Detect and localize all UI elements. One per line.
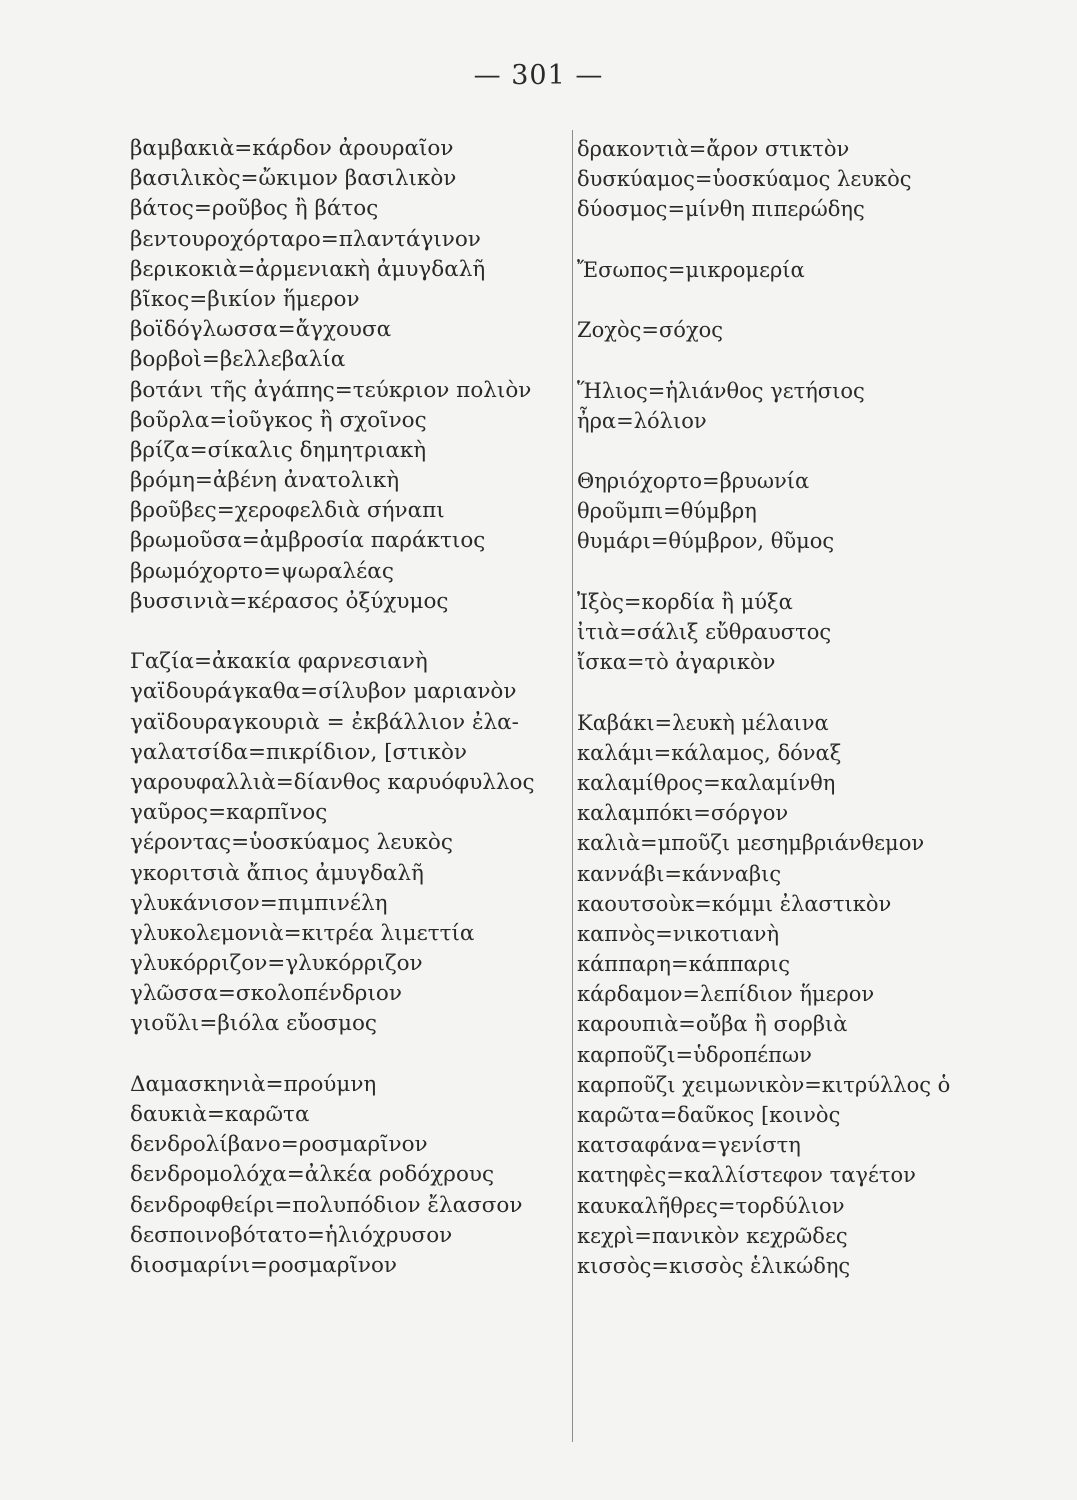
- glossary-entry-left: γλυκολεμονιὰ=κιτρέα λιμεττία: [130, 920, 475, 946]
- glossary-entry-left: βῖκος=βικίον ἥμερον: [130, 286, 360, 312]
- glossary-entry-right: κεχρὶ=πανικὸν κεχρῶδες: [577, 1223, 848, 1248]
- glossary-entry-right: κάππαρη=κάππαρις: [577, 952, 791, 977]
- glossary-entry-right: καννάβι=κάνναβις: [577, 861, 782, 886]
- glossary-entry-left: βασιλικὸς=ὤκιμον βασιλικὸν: [130, 166, 457, 192]
- glossary-entry-left: βρωμόχορτο=ψωραλέας: [130, 558, 394, 584]
- glossary-entry-right: Ζοχὸς=σόχος: [577, 318, 724, 343]
- glossary-entry-left: δαυκιὰ=καρῶτα: [130, 1102, 310, 1127]
- glossary-entry-left: βοϊδόγλωσσα=ἄγχουσα: [130, 317, 392, 343]
- glossary-entry-left: βορβοὶ=βελλεβαλία: [130, 347, 346, 373]
- glossary-entry-right: ἴσκα=τὸ ἀγαρικὸν: [577, 650, 776, 675]
- glossary-entry-left: βερικοκιὰ=ἀρμενιακὴ ἀμυγδαλῆ: [130, 256, 486, 282]
- glossary-entry-left: γαϊδουράγκαθα=σίλυβον μαριανὸν: [130, 679, 517, 705]
- glossary-entry-right: Ἔσωπος=μικρομερία: [577, 257, 805, 282]
- glossary-entry-left: βεντουροχόρταρο=πλαντάγινον: [130, 226, 481, 252]
- glossary-entry-left: γαῦρος=καρπῖνος: [130, 800, 328, 826]
- glossary-entry-left: γλυκάνισον=πιμπινέλη: [130, 890, 388, 916]
- glossary-entry-left: γέροντας=ὑοσκύαμος λευκὸς: [130, 830, 453, 856]
- blank-line: [577, 225, 1047, 255]
- glossary-entry-right: καπνὸς=νικοτιανὴ: [577, 921, 780, 946]
- glossary-entry-right: καρῶτα=δαῦκος [κοινὸς: [577, 1103, 841, 1127]
- blank-line: [577, 677, 1047, 707]
- glossary-entry-left: Γαζία=ἀκακία φαρνεσιανὴ: [130, 649, 428, 675]
- glossary-entry-left: βοῦρλα=ἰοῦγκος ἢ σχοῖνος: [130, 407, 427, 433]
- glossary-entry-left: βρωμοῦσα=ἀμβροσία παράκτιος: [130, 528, 486, 554]
- glossary-entry-left: βρίζα=σίκαλις δημητριακὴ: [130, 437, 427, 463]
- blank-line: [577, 436, 1047, 466]
- blank-line: [130, 617, 570, 647]
- blank-line: [577, 345, 1047, 375]
- glossary-entry-right: καρουπιὰ=οὔβα ἢ σορβιὰ: [577, 1012, 848, 1037]
- glossary-entry-right: Θηριόχορτο=βρυωνία: [577, 469, 810, 494]
- glossary-entry-left: δενδρολίβανο=ροσμαρῖνον: [130, 1132, 428, 1158]
- glossary-entry-right: καυκαλῆθρες=τορδύλιον: [577, 1193, 845, 1218]
- glossary-entry-right: κάρδαμον=λεπίδιον ἥμερον: [577, 982, 875, 1007]
- glossary-entry-left: δεσποινοβότατο=ἡλιόχρυσον: [130, 1222, 453, 1248]
- glossary-entry-left: γαλατσίδα=πικρίδιον, [στικὸν: [130, 739, 467, 765]
- glossary-entry-right: θροῦμπι=θύμβρη: [577, 499, 757, 524]
- left-column: [130, 134, 570, 1281]
- glossary-entry-left: διοσμαρίνι=ροσμαρῖνον: [130, 1252, 397, 1278]
- glossary-entry-left: βοτάνι τῆς ἀγάπης=τεύκριον πολιὸν: [130, 377, 532, 403]
- page-number: — 301 —: [473, 60, 604, 91]
- glossary-entry-right: καλάμι=κάλαμος, δόναξ: [577, 740, 842, 765]
- glossary-entry-right: κατηφὲς=καλλίστεφον ταγέτον: [577, 1163, 916, 1188]
- glossary-entry-left: γλυκόρριζον=γλυκόρριζον: [130, 951, 423, 977]
- glossary-entry-right: θυμάρι=θύμβρον, θῦμος: [577, 529, 835, 554]
- glossary-entry-left: δενδροφθείρι=πολυπόδιον ἔλασσον: [130, 1192, 523, 1218]
- glossary-entry-left: γλῶσσα=σκολοπένδριον: [130, 981, 402, 1007]
- glossary-entry-right: δύοσμος=μίνθη πιπερώδης: [577, 197, 865, 222]
- glossary-entry-right: καλιὰ=μποῦζι μεσημβριάνθεμον: [577, 831, 925, 856]
- glossary-entry-left: βυσσινιὰ=κέρασος ὀξύχυμος: [130, 588, 449, 614]
- blank-line: [577, 285, 1047, 315]
- glossary-entry-right: καουτσοὺκ=κόμμι ἐλαστικὸν: [577, 891, 892, 916]
- blank-line: [130, 1040, 570, 1070]
- glossary-entry-right: κισσὸς=κισσὸς ἑλικώδης: [577, 1253, 851, 1278]
- glossary-entry-left: βροῦβες=χεροφελδιὰ σήναπι: [130, 498, 445, 524]
- glossary-entry-left: βρόμη=ἀβένη ἀνατολικὴ: [130, 468, 400, 494]
- glossary-entry-right: ἦρα=λόλιον: [577, 408, 707, 433]
- glossary-entry-right: κατσαφάνα=γενίστη: [577, 1133, 801, 1158]
- glossary-entry-left: γαρουφαλλιὰ=δίανθος καρυόφυλλος: [130, 769, 535, 795]
- glossary-entry-left: Δαμασκηνιὰ=προύμνη: [130, 1071, 377, 1097]
- glossary-entry-left: γκοριτσιὰ ἄπιος ἀμυγδαλῆ: [130, 860, 424, 886]
- glossary-entry-right: Καβάκι=λευκὴ μέλαινα: [577, 710, 829, 735]
- glossary-entry-left: δενδρομολόχα=ἀλκέα ροδόχρους: [130, 1162, 494, 1188]
- glossary-entry-right: Ἰξὸς=κορδία ἢ μύξα: [577, 589, 793, 614]
- glossary-entry-left: βάτος=ροῦβος ἢ βάτος: [130, 196, 379, 222]
- glossary-entry-right: καρποῦζι=ὑδροπέπων: [577, 1042, 812, 1067]
- glossary-entry-right: καλαμπόκι=σόργον: [577, 801, 789, 826]
- blank-line: [577, 557, 1047, 587]
- glossary-entry-left: γιοῦλι=βιόλα εὔοσμος: [130, 1011, 377, 1037]
- glossary-entry-right: καρποῦζι χειμωνικὸν=κιτρύλλος ὁ: [577, 1072, 951, 1097]
- right-column: [577, 134, 1047, 1281]
- glossary-entry-right: Ἥλιος=ἡλιάνθος γετήσιος: [577, 378, 865, 403]
- column-divider: [572, 130, 573, 1442]
- glossary-entry-right: καλαμίθρος=καλαμίνθη: [577, 770, 836, 795]
- glossary-entry-left: γαϊδουραγκουριὰ = ἐκβάλλιον ἐλα-: [130, 709, 519, 735]
- glossary-entry-right: δρακοντιὰ=ἄρον στικτὸν: [577, 137, 850, 161]
- glossary-entry-right: δυσκύαμος=ὑοσκύαμος λευκὸς: [577, 167, 912, 192]
- glossary-entry-left: βαμβακιὰ=κάρδον ἀρουραῖον: [130, 136, 454, 161]
- glossary-entry-right: ἰτιὰ=σάλιξ εὔθραυστος: [577, 620, 832, 644]
